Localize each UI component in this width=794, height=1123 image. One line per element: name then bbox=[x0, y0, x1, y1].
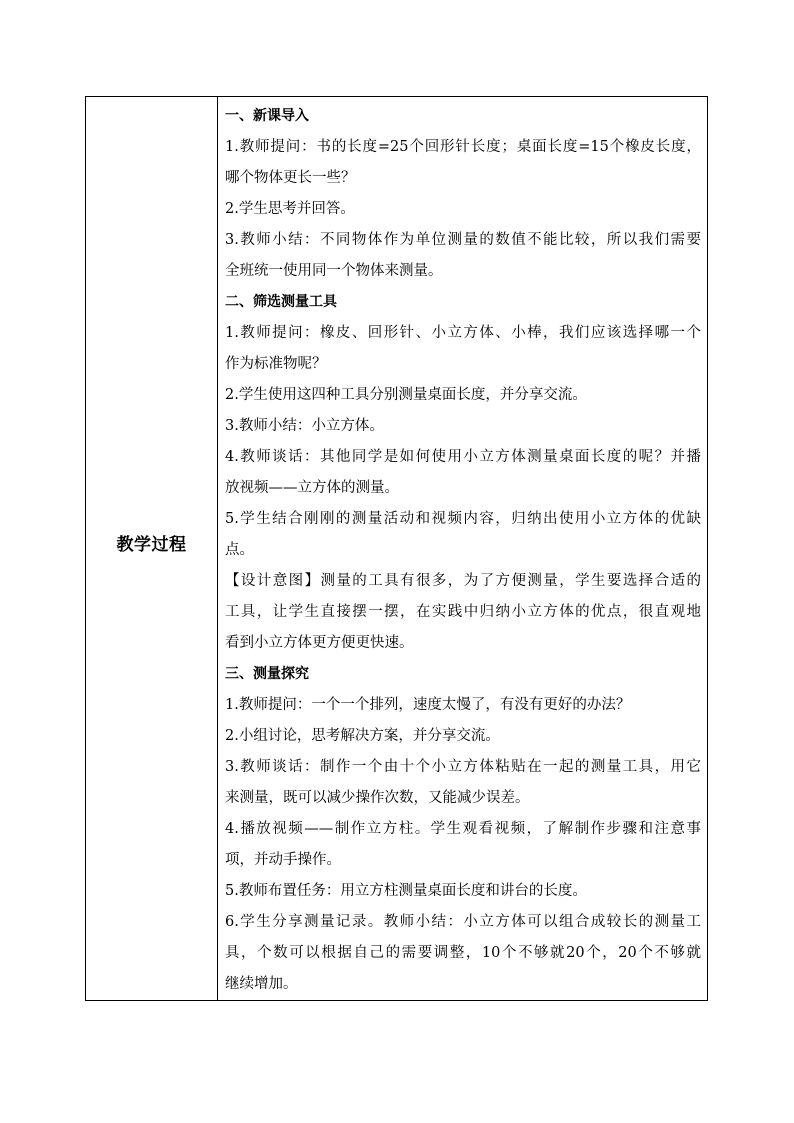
section-heading: 一、新课导入 bbox=[225, 108, 309, 124]
content-line: 4.教师谈话：其他同学是如何使用小立方体测量桌面长度的呢？并播 bbox=[225, 449, 701, 465]
content-line: 哪个物体更长一些？ bbox=[225, 170, 356, 186]
content-line: 2.小组讨论，思考解决方案，并分享交流。 bbox=[225, 728, 500, 744]
section-heading: 二、筛选测量工具 bbox=[225, 294, 337, 310]
content-line: 5.教师布置任务：用立方柱测量桌面长度和讲台的长度。 bbox=[225, 883, 587, 899]
row-label-cell bbox=[86, 97, 218, 1000]
content-line: 2.学生思考并回答。 bbox=[225, 201, 355, 217]
content-line: 5.学生结合刚刚的测量活动和视频内容，归纳出使用小立方体的优缺 bbox=[225, 511, 701, 527]
content-cell bbox=[218, 97, 707, 1000]
content-line: 3.教师小结：小立方体。 bbox=[225, 418, 384, 434]
content-line: 来测量，既可以减少操作次数，又能减少误差。 bbox=[225, 790, 530, 806]
content-line: 放视频——立方体的测量。 bbox=[225, 480, 399, 496]
lesson-plan-table bbox=[85, 96, 708, 1001]
content-line: 1.教师提问：橡皮、回形针、小立方体、小棒，我们应该选择哪一个 bbox=[225, 325, 701, 341]
content-line: 点。 bbox=[225, 542, 254, 558]
content-line: 1.教师提问：书的长度=25个回形针长度；桌面长度=15个橡皮长度， bbox=[225, 139, 701, 155]
content-line: 3.教师谈话：制作一个由十个小立方体粘贴在一起的测量工具，用它 bbox=[225, 759, 701, 775]
content-line: 全班统一使用同一个物体来测量。 bbox=[225, 263, 443, 279]
content-line: 工具，让学生直接摆一摆，在实践中归纳小立方体的优点，很直观地 bbox=[225, 604, 701, 620]
content-line: 【设计意图】测量的工具有很多，为了方便测量，学生要选择合适的 bbox=[225, 573, 701, 589]
content-line: 3.教师小结：不同物体作为单位测量的数值不能比较，所以我们需要 bbox=[225, 232, 701, 248]
content-line: 项，并动手操作。 bbox=[225, 852, 341, 868]
content-line: 继续增加。 bbox=[225, 976, 298, 992]
content-line: 4.播放视频——制作立方柱。学生观看视频，了解制作步骤和注意事 bbox=[225, 821, 701, 837]
content-line: 作为标准物呢？ bbox=[225, 356, 327, 372]
section-heading: 三、测量探究 bbox=[225, 666, 309, 682]
content-line: 6.学生分享测量记录。教师小结：小立方体可以组合成较长的测量工 bbox=[225, 914, 701, 930]
content-line: 具，个数可以根据自己的需要调整，10个不够就20个，20个不够就 bbox=[225, 945, 701, 961]
row-label: 教学过程 bbox=[116, 535, 187, 555]
content-line: 看到小立方体更方便更快速。 bbox=[225, 635, 414, 651]
content-line: 2.学生使用这四种工具分别测量桌面长度，并分享交流。 bbox=[225, 387, 587, 403]
content-line: 1.教师提问：一个一个排列，速度太慢了，有没有更好的办法？ bbox=[225, 697, 631, 713]
